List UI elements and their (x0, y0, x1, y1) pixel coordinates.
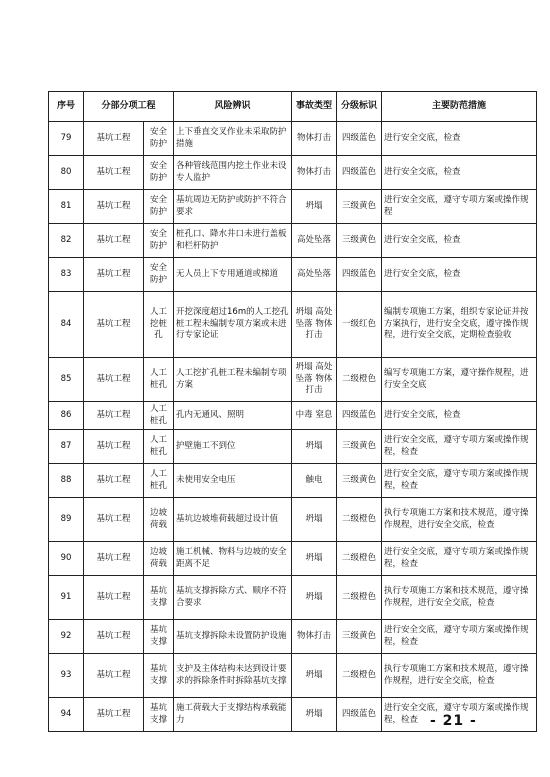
row-measure: 执行专项施工方案和技术规范，遵守操作规程，进行安全交底，检查 (382, 576, 537, 620)
row-sub: 基坑支撑 (144, 620, 174, 654)
table-row (49, 190, 537, 224)
row-measure: 进行安全交底，遵守专项方案或操作规程 (382, 190, 537, 224)
row-no: 83 (49, 258, 84, 292)
row-level: 四级蓝色 (337, 698, 382, 732)
header-level: 分级标识 (337, 92, 382, 122)
row-measure: 编写专项施工方案，遵守操作规程，进行安全交底 (382, 358, 537, 402)
table-row (49, 358, 537, 402)
risk-table (48, 91, 537, 732)
row-type: 中毒 窒息 (292, 402, 337, 430)
table-row (49, 156, 537, 190)
row-type: 高处坠落 (292, 224, 337, 258)
table-row (49, 498, 537, 542)
row-measure: 执行专项施工方案和技术规范，遵守操作规程，进行安全交底，检查 (382, 498, 537, 542)
row-risk: 各种管线范围内挖土作业未设专人监护 (174, 156, 292, 190)
row-risk: 基坑支撑拆除方式、顺序不符合要求 (174, 576, 292, 620)
row-type: 坍塌 (292, 190, 337, 224)
row-level: 二级橙色 (337, 576, 382, 620)
table-row (49, 542, 537, 576)
row-risk: 基坑支撑拆除未设置防护设施 (174, 620, 292, 654)
row-measure: 进行安全交底，遵守专项方案或操作规程，检查 (382, 464, 537, 498)
row-part: 基坑工程 (84, 698, 144, 732)
table-header-row (49, 92, 537, 122)
row-sub: 人工挖桩孔 (144, 292, 174, 358)
row-risk: 护壁施工不到位 (174, 430, 292, 464)
row-part: 基坑工程 (84, 464, 144, 498)
row-risk: 桩孔口、降水井口未进行盖板和栏杆防护 (174, 224, 292, 258)
row-no: 88 (49, 464, 84, 498)
row-sub: 安全防护 (144, 156, 174, 190)
row-part: 基坑工程 (84, 620, 144, 654)
row-level: 四级蓝色 (337, 402, 382, 430)
row-no: 91 (49, 576, 84, 620)
row-risk: 无人员上下专用通道或梯道 (174, 258, 292, 292)
row-type: 坍塌 (292, 498, 337, 542)
row-no: 80 (49, 156, 84, 190)
row-part: 基坑工程 (84, 292, 144, 358)
row-sub: 安全防护 (144, 224, 174, 258)
row-type: 物体打击 (292, 156, 337, 190)
row-level: 二级橙色 (337, 358, 382, 402)
row-sub: 安全防护 (144, 258, 174, 292)
header-type: 事故类型 (292, 92, 337, 122)
row-type: 坍塌 (292, 576, 337, 620)
row-no: 90 (49, 542, 84, 576)
row-risk: 人工挖扩孔桩工程未编制专项方案 (174, 358, 292, 402)
row-type: 物体打击 (292, 122, 337, 156)
row-sub: 人工桩孔 (144, 402, 174, 430)
table-row (49, 576, 537, 620)
row-part: 基坑工程 (84, 654, 144, 698)
page-number: - 21 - (430, 713, 477, 729)
row-no: 94 (49, 698, 84, 732)
row-level: 三级黄色 (337, 464, 382, 498)
row-type: 坍塌 (292, 542, 337, 576)
row-measure: 进行安全交底，检查 (382, 156, 537, 190)
row-sub: 人工桩孔 (144, 358, 174, 402)
table-row (49, 620, 537, 654)
row-level: 三级黄色 (337, 620, 382, 654)
row-level: 三级黄色 (337, 224, 382, 258)
row-level: 三级黄色 (337, 430, 382, 464)
table-row (49, 292, 537, 358)
row-no: 81 (49, 190, 84, 224)
row-part: 基坑工程 (84, 156, 144, 190)
row-no: 84 (49, 292, 84, 358)
header-part: 分部分项工程 (84, 92, 174, 122)
row-risk: 支护及主体结构未达到设计要求的拆除条件时拆除基坑支撑 (174, 654, 292, 698)
row-risk: 未使用安全电压 (174, 464, 292, 498)
row-level: 四级蓝色 (337, 122, 382, 156)
row-measure: 进行安全交底，遵守专项方案或操作规程，检查 (382, 542, 537, 576)
row-no: 87 (49, 430, 84, 464)
table-row (49, 430, 537, 464)
row-measure: 进行安全交底，遵守专项方案或操作规程，检查 (382, 430, 537, 464)
row-sub: 人工桩孔 (144, 464, 174, 498)
row-type: 触电 (292, 464, 337, 498)
row-sub: 边坡荷载 (144, 498, 174, 542)
row-level: 一级红色 (337, 292, 382, 358)
row-measure: 执行专项施工方案和技术规范，遵守操作规程，进行安全交底，检查 (382, 654, 537, 698)
row-part: 基坑工程 (84, 258, 144, 292)
row-part: 基坑工程 (84, 402, 144, 430)
row-type: 坍塌 高处坠落 物体打击 (292, 358, 337, 402)
row-sub: 边坡荷载 (144, 542, 174, 576)
table-row (49, 464, 537, 498)
row-level: 二级橙色 (337, 498, 382, 542)
row-type: 物体打击 (292, 620, 337, 654)
header-measure: 主要防范措施 (382, 92, 537, 122)
row-part: 基坑工程 (84, 358, 144, 402)
row-risk: 基坑周边无防护或防护不符合要求 (174, 190, 292, 224)
row-risk: 基坑边坡堆荷载超过设计值 (174, 498, 292, 542)
row-measure: 进行安全交底，检查 (382, 258, 537, 292)
row-part: 基坑工程 (84, 542, 144, 576)
row-risk: 施工荷载大于支撑结构承载能力 (174, 698, 292, 732)
header-no: 序号 (49, 92, 84, 122)
table-row (49, 654, 537, 698)
row-type: 坍塌 高处坠落 物体打击 (292, 292, 337, 358)
row-no: 92 (49, 620, 84, 654)
row-no: 89 (49, 498, 84, 542)
row-measure: 进行安全交底，检查 (382, 122, 537, 156)
table-row (49, 258, 537, 292)
row-no: 93 (49, 654, 84, 698)
row-level: 二级橙色 (337, 654, 382, 698)
row-sub: 人工桩孔 (144, 430, 174, 464)
row-measure: 进行安全交底，遵守专项方案或操作规程，检查 (382, 620, 537, 654)
row-level: 四级蓝色 (337, 258, 382, 292)
row-part: 基坑工程 (84, 224, 144, 258)
row-risk: 开挖深度超过16m的人工挖孔桩工程未编制专项方案或未进行专家论证 (174, 292, 292, 358)
row-sub: 基坑支撑 (144, 698, 174, 732)
row-part: 基坑工程 (84, 190, 144, 224)
row-part: 基坑工程 (84, 122, 144, 156)
row-risk: 上下垂直交叉作业未采取防护措施 (174, 122, 292, 156)
row-measure: 进行安全交底，遵守专项方案或操作规程，检查 (382, 698, 537, 732)
row-type: 坍塌 (292, 654, 337, 698)
row-no: 82 (49, 224, 84, 258)
row-risk: 孔内无通风、照明 (174, 402, 292, 430)
row-type: 坍塌 (292, 430, 337, 464)
row-no: 79 (49, 122, 84, 156)
row-sub: 安全防护 (144, 122, 174, 156)
table-row (49, 122, 537, 156)
row-type: 高处坠落 (292, 258, 337, 292)
row-no: 85 (49, 358, 84, 402)
table-row (49, 224, 537, 258)
row-part: 基坑工程 (84, 430, 144, 464)
header-risk: 风险辨识 (174, 92, 292, 122)
row-part: 基坑工程 (84, 576, 144, 620)
row-sub: 基坑支撑 (144, 654, 174, 698)
row-measure: 编制专项施工方案，组织专家论证并按方案执行，进行安全交底，遵守操作规程，进行安全交底，定期检查验收 (382, 292, 537, 358)
table-row (49, 402, 537, 430)
row-level: 四级蓝色 (337, 156, 382, 190)
row-risk: 施工机械、物料与边坡的安全距离不足 (174, 542, 292, 576)
row-measure: 进行安全交底，检查 (382, 402, 537, 430)
row-level: 二级橙色 (337, 542, 382, 576)
row-level: 三级黄色 (337, 190, 382, 224)
row-no: 86 (49, 402, 84, 430)
row-measure: 进行安全交底，检查 (382, 224, 537, 258)
row-sub: 安全防护 (144, 190, 174, 224)
row-part: 基坑工程 (84, 498, 144, 542)
row-sub: 基坑支撑 (144, 576, 174, 620)
row-type: 坍塌 (292, 698, 337, 732)
